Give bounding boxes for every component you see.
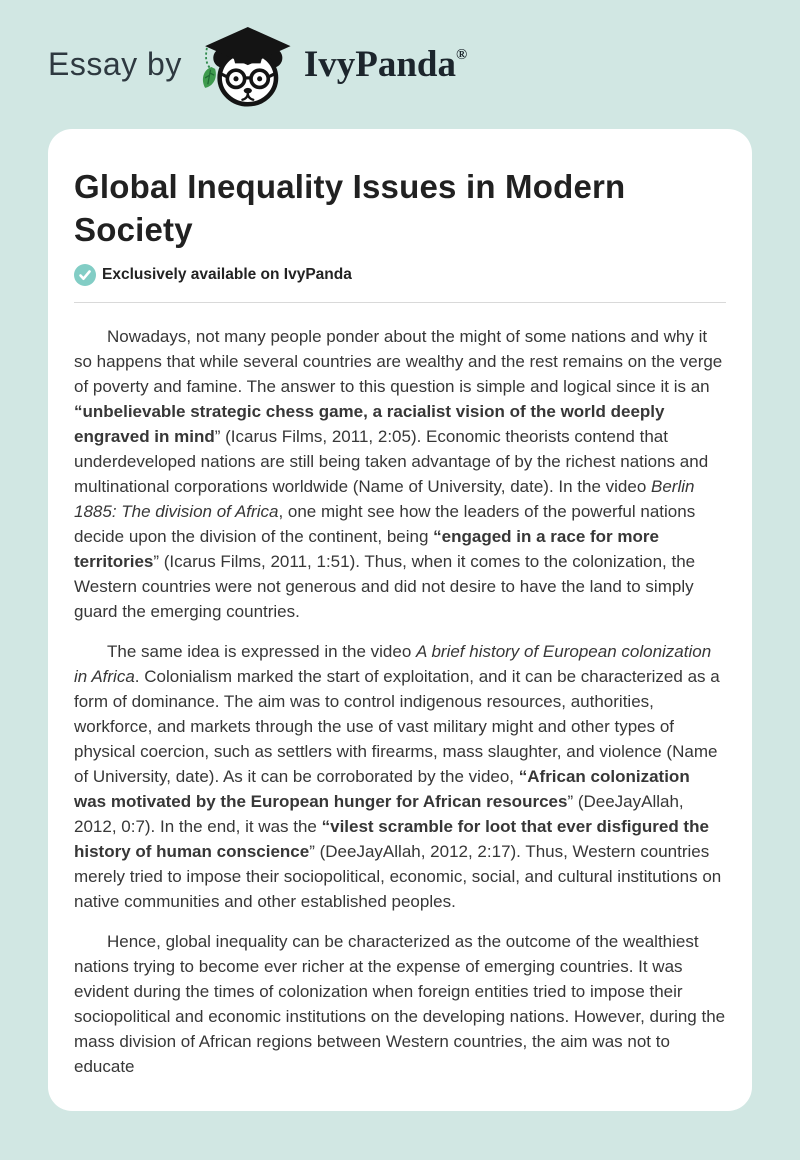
ivypanda-logo-icon <box>196 23 296 111</box>
brand-name <box>304 46 467 83</box>
site-header <box>0 0 800 129</box>
essay-paragraph-2: The same idea is expressed in the video A brief history of European colonization in Africa. Colonialism marked the start of exploitation, and it can be characterized as a form of dominance. The aim was to control indigenous resources, authorities, workforce, and markets through the use of vast military might and other types of physical coercion, such as settlers with firearms, mass slaughter, and violence (Name of University, date). As it can be corroborated by the video, “African colonization was motivated by the European hunger for African resources” (DeeJayAllah, 2012, 0:7). In the end, it was the “vilest scramble for loot that ever disfigured the history of human conscience” (DeeJayAllah, 2012, 2:17). Thus, Western countries merely tried to impose their sociopolitical, economic, social, and cultural institutions on native communities and other established peoples. <box>74 642 722 911</box>
registered-trademark-symbol: ® <box>455 46 468 63</box>
check-icon <box>74 264 96 286</box>
divider <box>74 302 726 303</box>
essay-title: Global Inequality Issues in Modern Society <box>74 168 626 248</box>
exclusive-badge <box>74 264 726 286</box>
essay-paragraph-1: Nowadays, not many people ponder about the might of some nations and why it so happens that while several countries are wealthy and the rest remains on the verge of poverty and famine. The answer to this question is simple and logical since it is an “unbelievable strategic chess game, a racialist vision of the world deeply engraved in mind” (Icarus Films, 2011, 2:05). Economic theorists contend that underdeveloped nations are still being taken advantage of by the richest nations and multinational corporations worldwide (Name of University, date). In the video Berlin 1885: The division of Africa, one might see how the leaders of the powerful nations decide upon the division of the continent, being “engaged in a race for more territories” (Icarus Films, 2011, 1:51). Thus, when it comes to the colonization, the Western countries were not generous and did not desire to have the land to simply guard the emerging countries. <box>74 327 723 621</box>
essay-body <box>74 324 726 1079</box>
brand-name-text: IvyPanda <box>303 44 456 85</box>
essay-card <box>48 129 752 1111</box>
essay-by-label: Essay by <box>48 46 182 82</box>
essay-paragraph-3: Hence, global inequality can be characterized as the outcome of the wealthiest nations trying to become ever richer at the expense of emerging countries. It was evident during the times of colonization when foreign entities tried to impose their sociopolitical and economic institutions on the developing nations. However, during the mass division of African regions between Western countries, the aim was not to educate <box>74 932 726 1076</box>
exclusive-badge-label: Exclusively available on IvyPanda <box>102 266 352 283</box>
